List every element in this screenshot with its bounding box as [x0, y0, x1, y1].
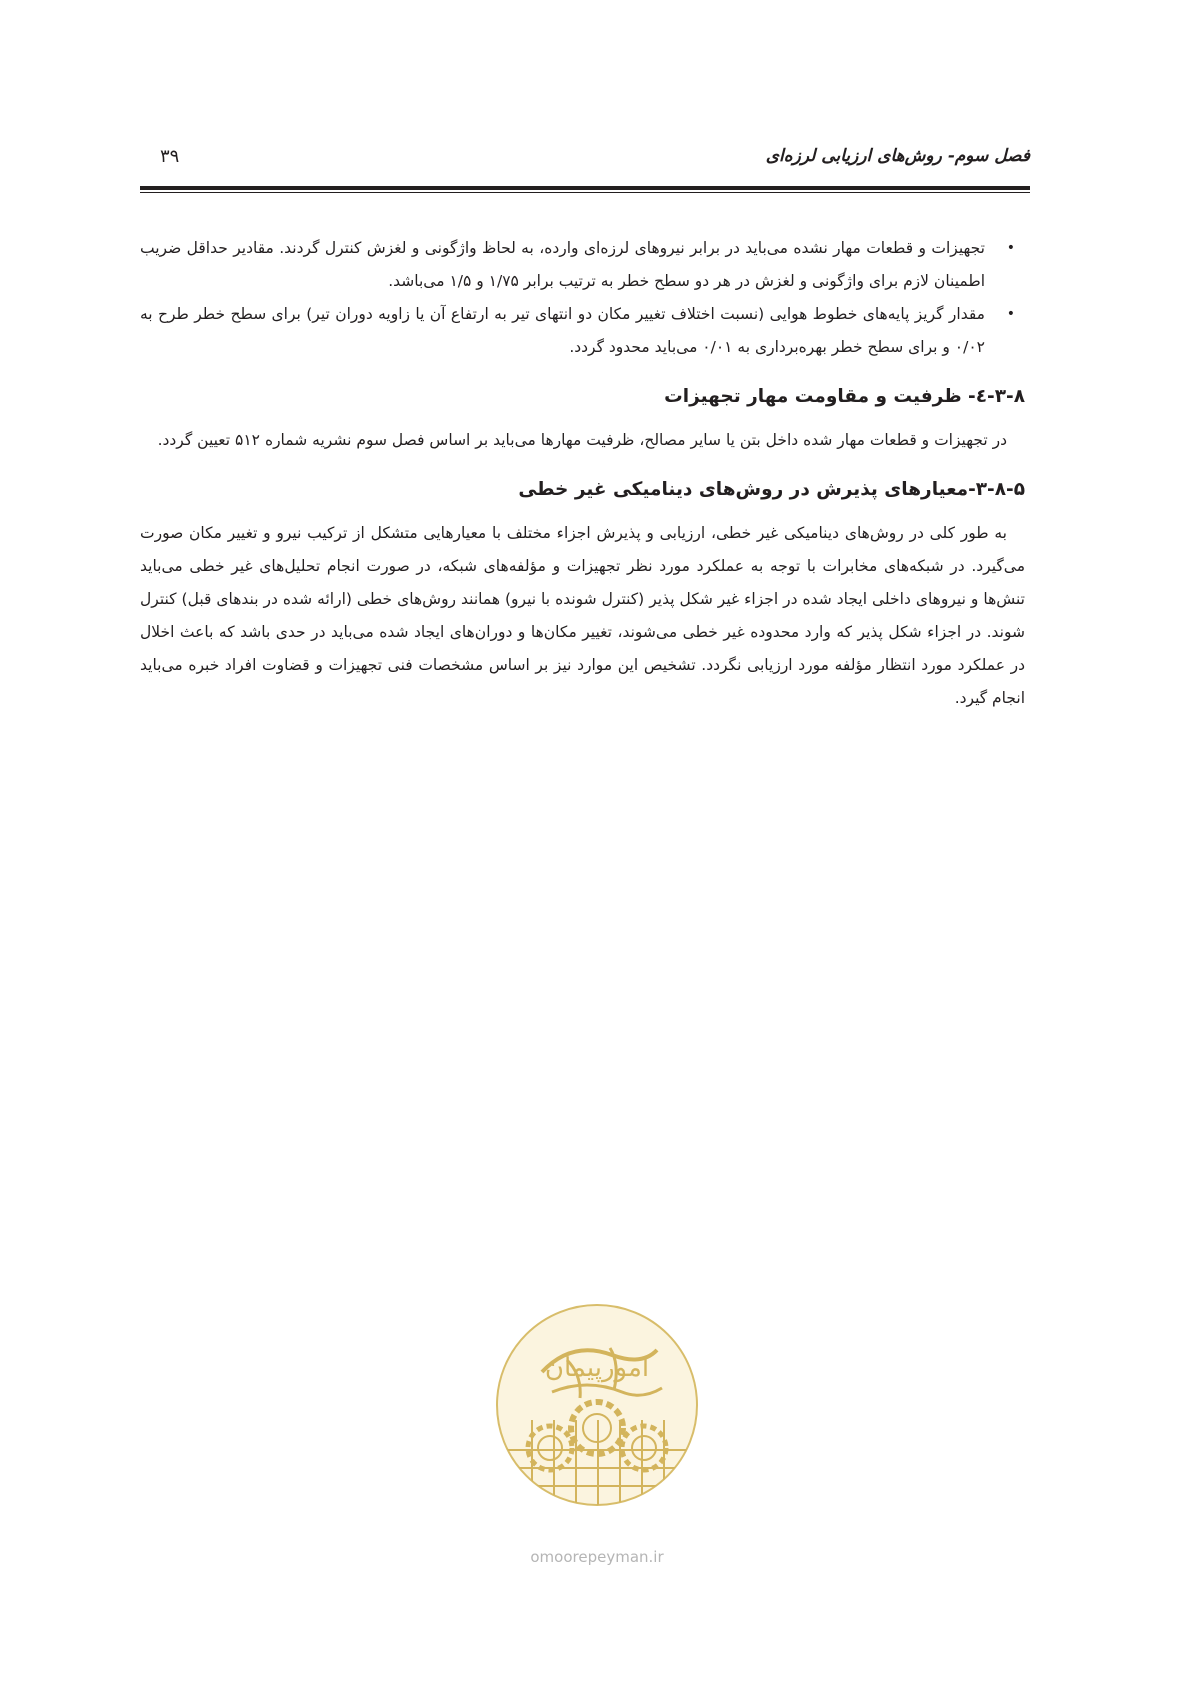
svg-text:امورپیمان: امورپیمان — [544, 1353, 650, 1383]
bullet-text: تجهیزات و قطعات مهار نشده می‌باید در برابر نیروهای لرزه‌ای وارده، به لحاظ واژگونی و لغزش کنترل گردند. مقادیر حداقل ضریب اطمینان لازم برای واژگونی و لغزش در هر دو سطح خطر به ترتیب برابر ۱/۷۵ و ۱/۵ می‌باشد. — [140, 239, 985, 290]
list-item — [140, 232, 1015, 298]
watermark-logo-icon — [492, 1300, 702, 1510]
watermark-url: omoorepeyman.ir — [530, 1548, 664, 1566]
section-paragraph-nonlinear-criteria: به طور کلی در روش‌های دینامیکی غیر خطی، ارزیابی و پذیرش اجزاء مختلف با معیارهایی متشکل از ترکیب نیرو و تغییر مکان صورت می‌گیرد. در شبکه‌های مخابرات با توجه به عملکرد مورد نظر تجهیزات و مؤلفه‌های شبکه، در صورت انجام تحلیل‌های غیر خطی می‌باید تنش‌ها و نیروهای داخلی ایجاد شده در اجزاء غیر شکل پذیر (کنترل شونده با نیرو) همانند روش‌های خطی (ارائه شده در بندهای قبل) کنترل شوند. در اجزاء شکل پذیر که وارد محدوده غیر خطی می‌شوند، تغییر مکان‌ها و دوران‌های ایجاد شده می‌باید در حدی باشد که باعث اخلال در عملکرد مورد انتظار مؤلفه مورد ارزیابی نگردد. تشخیص این موارد نیز بر اساس مشخصات فنی تجهیزات و قضاوت افراد خبره می‌باید انجام گیرد. — [140, 524, 1025, 707]
page-number: ۳۹ — [160, 146, 180, 167]
header-divider — [140, 186, 1030, 190]
bullet-list — [140, 232, 1015, 364]
bullet-icon: • — [1006, 240, 1015, 256]
page-header — [140, 146, 1030, 186]
list-item — [140, 298, 1015, 364]
header-divider-thin — [140, 192, 1030, 193]
section-paragraph-anchor-capacity: در تجهیزات و قطعات مهار شده داخل بتن یا سایر مصالح، ظرفیت مهارها می‌باید بر اساس فصل سوم نشریه شماره ۵۱۲ تعیین گردد. — [157, 431, 1007, 449]
bullet-text: مقدار گریز پایه‌های خطوط هوایی (نسبت اختلاف تغییر مکان دو انتهای تیر به ارتفاع آن یا زاویه دوران تیر) برای سطح خطر طرح به ۰/۰۲ و برای سطح خطر بهره‌برداری به ۰/۰۱ می‌باید محدود گردد. — [140, 305, 985, 356]
bullet-icon: • — [1006, 306, 1015, 322]
section-heading-nonlinear-criteria: ۳-۸-۵-معیارهای پذیرش در روش‌های دینامیکی غیر خطی — [518, 479, 1025, 500]
running-title: فصل سوم- روش‌های ارزیابی لرزه‌ای — [765, 146, 1030, 166]
section-heading-anchor-capacity: ۳-۸-٤- ظرفیت و مقاومت مهار تجهیزات — [664, 386, 1025, 407]
page-body — [140, 232, 1025, 715]
